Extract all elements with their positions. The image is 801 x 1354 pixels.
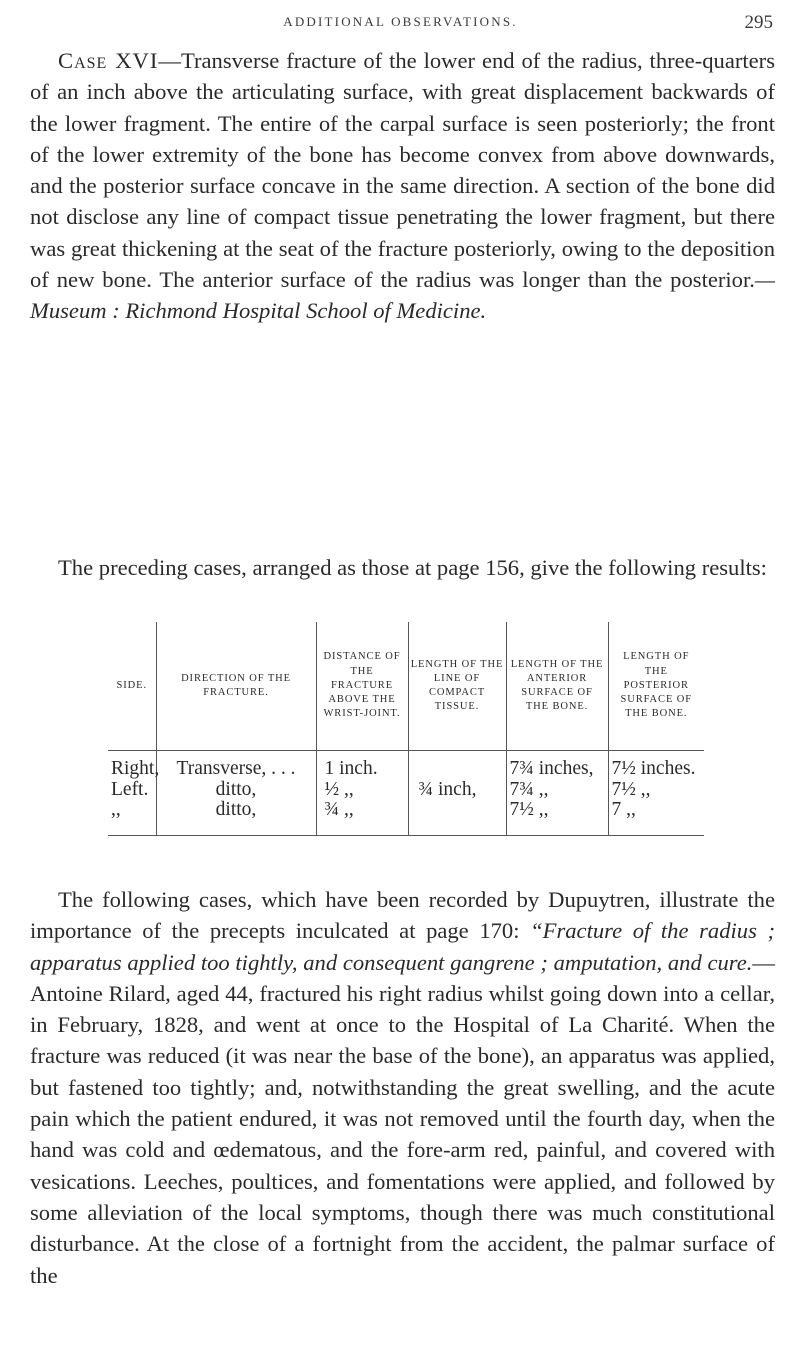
posterior-length-value: 7½ ,, xyxy=(611,778,651,800)
results-intro-paragraph xyxy=(30,552,775,583)
page-number: 295 xyxy=(744,12,773,33)
compact-tissue-value: ¾ inch, xyxy=(418,778,477,800)
dupuytren-paragraph xyxy=(30,884,775,1291)
anterior-length-value: 7¾ inches, xyxy=(509,758,594,779)
direction-value: ditto, xyxy=(215,778,257,800)
case-source: —Museum : Richmond Hospital School of Medicine. xyxy=(30,267,775,324)
posterior-length-value: 7½ inches. xyxy=(611,758,696,779)
dupuytren-case-title: “Fracture of the radius ; apparatus applied too tightly, and consequent gangrene ; amputation, and cure. xyxy=(30,918,775,975)
posterior-length-value: 7 ,, xyxy=(611,799,636,820)
dupuytren-case-text: —Antoine Rilard, aged 44, fractured his right radius whilst going down into a cellar, in February, 1828, and went at once to the Hospital of La Charité. When the fracture was reduced (it was near the base of the bone), an apparatus was applied, but fastened too tightly; and, notwithstanding the great swelling, and the acute pain which the patient endured, it was not removed until the fourth day, when the hand was cold and œdematous, and the fore-arm red, painful, and covered with vesications. Leeches, poultices, and fomentations were applied, and followed by some alleviation of the local symptoms, though there was much constitutional disturbance. At the close of a fortnight from the accident, the palmar surface of the xyxy=(30,949,775,1288)
col-header-compact-tissue: LENGTH OF THE LINE OF COMPACT TISSUE. xyxy=(408,622,506,751)
posterior-length-cell xyxy=(608,751,704,836)
compact-tissue-value xyxy=(419,759,503,780)
distance-cell xyxy=(316,751,408,836)
results-intro-text: The preceding cases, arranged as those at page 156, give the following results: xyxy=(58,555,767,580)
running-head: ADDITIONAL OBSERVATIONS. xyxy=(283,14,518,29)
case-label: Case XVI xyxy=(58,48,159,73)
direction-value: ditto, xyxy=(215,799,257,820)
page-header xyxy=(0,14,801,38)
table-header-row xyxy=(108,622,704,751)
case-text: —Transverse fracture of the lower end of the radius, three-quarters of an inch above the articulating surface, with great displacement backwards of the lower fragment. The entire of the carpal surface is seen posteriorly; the front of the lower extremity of the bone has become convex from above downwards, and the posterior surface concave in the same direction. A section of the bone did not disclose any line of compact tissue penetrating the lower fragment, but there was great thickening at the seat of the fracture posteriorly, owing to the deposition of new bone. The anterior surface of the radius was longer than the posterior. xyxy=(30,48,775,293)
dupuytren-intro: The following cases, which have been recorded by Dupuytren, illustrate the importance of the precepts inculcated at page 170: xyxy=(30,887,775,944)
results-table xyxy=(108,622,704,836)
table-body-row xyxy=(108,751,704,836)
case-paragraph xyxy=(30,45,775,327)
col-header-direction: DIRECTION OF THE FRACTURE. xyxy=(156,622,316,751)
side-value: ,, xyxy=(111,799,121,820)
col-header-posterior-length: LENGTH OF THE POSTERIOR SURFACE OF THE BONE. xyxy=(608,622,704,751)
compact-tissue-cell xyxy=(408,751,506,836)
direction-cell xyxy=(156,751,316,836)
col-header-anterior-length: LENGTH OF THE ANTERIOR SURFACE OF THE BONE. xyxy=(506,622,608,751)
anterior-length-value: 7½ ,, xyxy=(509,799,549,820)
anterior-length-cell xyxy=(506,751,608,836)
compact-tissue-value xyxy=(419,800,503,821)
side-value: Right, xyxy=(111,758,160,779)
distance-value: ¾ ,, xyxy=(324,799,354,820)
anterior-length-value: 7¾ ,, xyxy=(509,778,549,800)
side-value: Left. xyxy=(111,778,149,800)
col-header-side: SIDE. xyxy=(108,622,156,751)
direction-value: Transverse, . . . xyxy=(176,758,296,779)
distance-value: 1 inch. xyxy=(324,758,378,779)
side-cell xyxy=(108,751,160,836)
col-header-distance: DISTANCE OF THE FRACTURE ABOVE THE WRIST-JOINT. xyxy=(316,622,408,751)
distance-value: ½ ,, xyxy=(324,778,354,800)
